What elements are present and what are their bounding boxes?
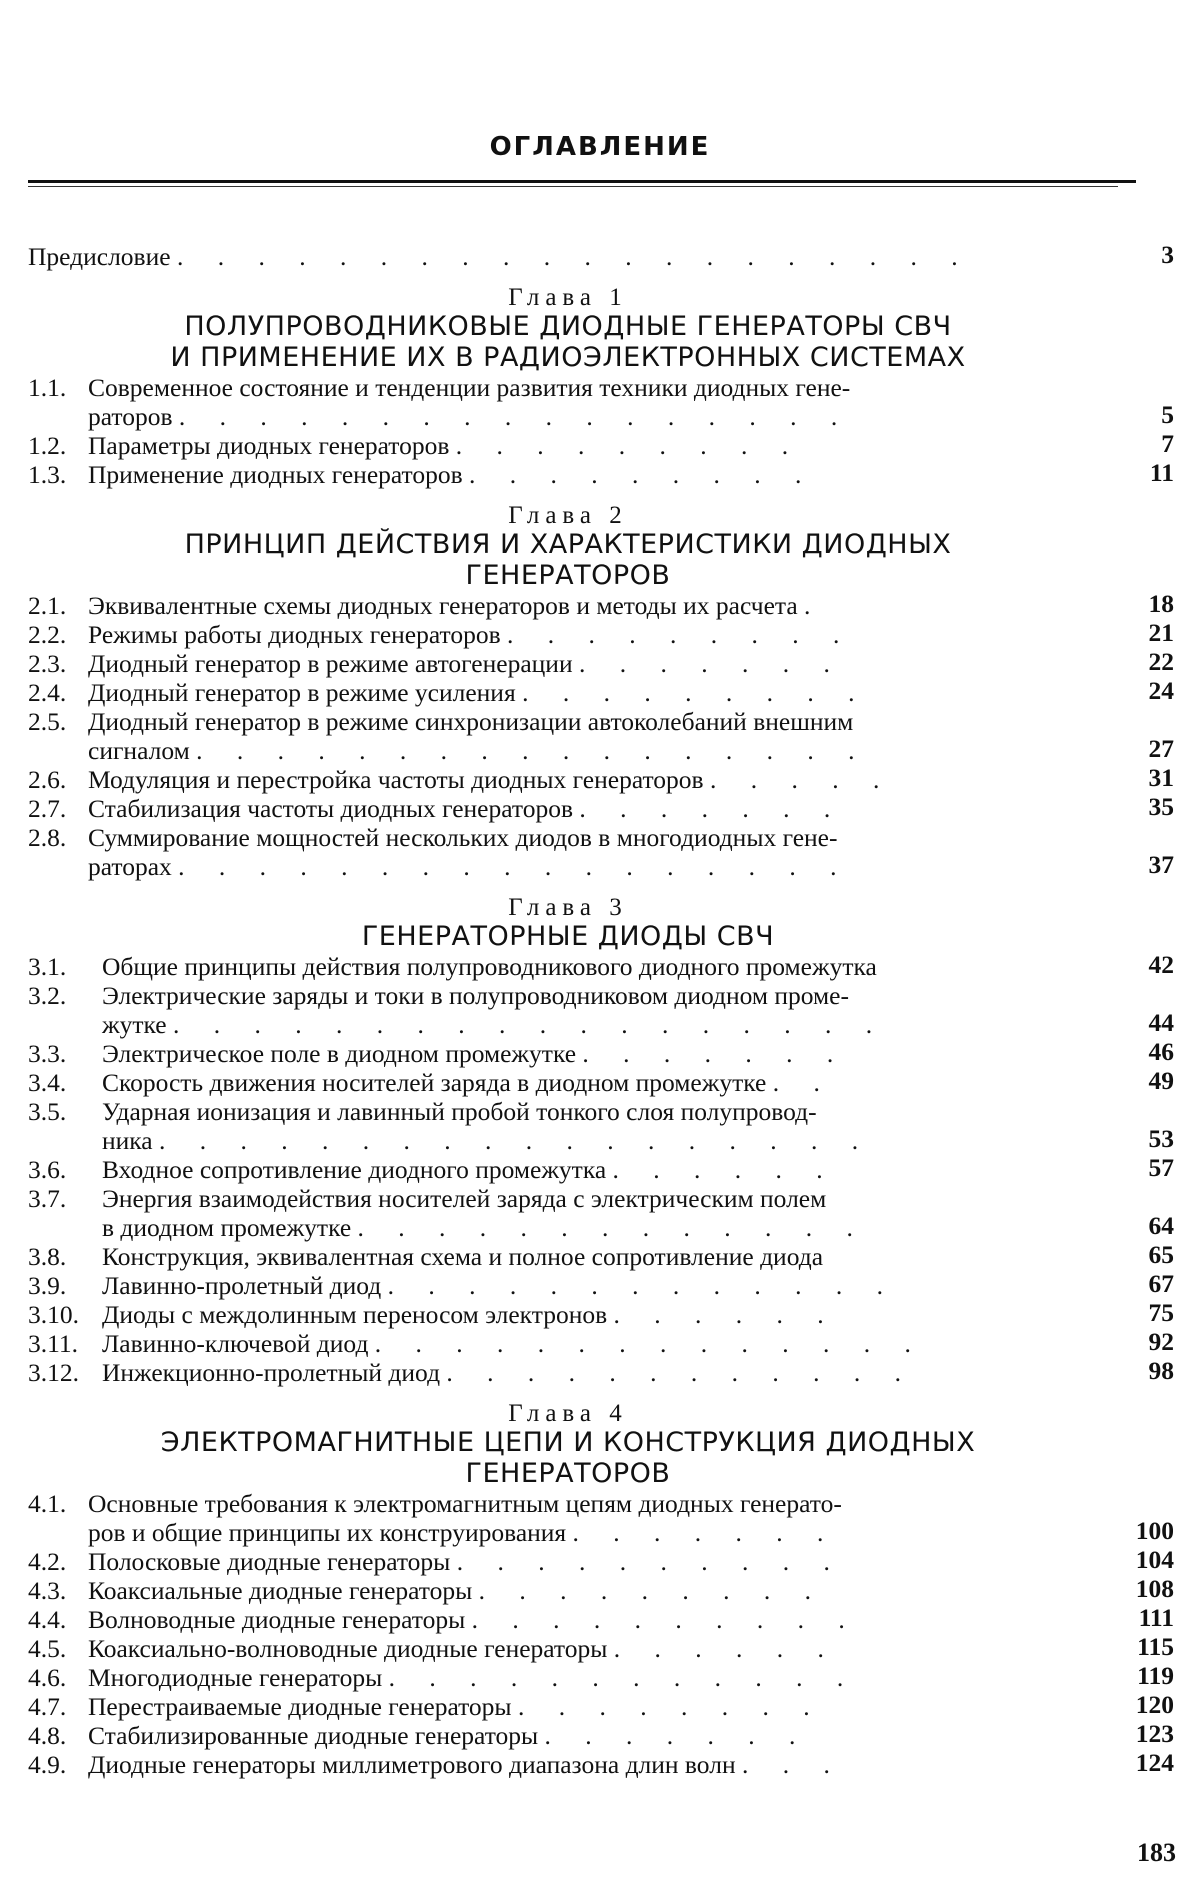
entry-page-number: 46 bbox=[1148, 1037, 1174, 1066]
entry-text: Параметры диодных генераторов bbox=[88, 431, 450, 460]
toc-entry[interactable] bbox=[28, 1358, 1174, 1387]
chapter-title: ПРИНЦИП ДЕЙСТВИЯ И ХАРАКТЕРИСТИКИ ДИОДНЫХ bbox=[184, 529, 952, 560]
leader-dots: . . . . . . . bbox=[578, 649, 844, 678]
entry-page-number: 120 bbox=[1135, 1690, 1174, 1719]
entry-text-block bbox=[88, 1634, 1174, 1663]
toc-entry[interactable] bbox=[28, 794, 1174, 823]
entry-text: Энергия взаимодействия носителей заряда с электрическим полем bbox=[102, 1184, 827, 1213]
entry-page-number: 123 bbox=[1135, 1719, 1174, 1748]
toc-entry[interactable] bbox=[28, 1097, 1174, 1155]
section-number: 4.7. bbox=[28, 1692, 67, 1721]
entry-text: Общие принципы действия полупроводникового диодного промежутка bbox=[102, 952, 877, 981]
toc-entry[interactable] bbox=[28, 1721, 1174, 1750]
entry-text-block bbox=[88, 1547, 1174, 1576]
entry-page-number: 57 bbox=[1148, 1153, 1174, 1182]
entry-text-line2: ров и общие принципы их конструирования bbox=[88, 1518, 567, 1547]
chapter-label: Глава 1 bbox=[508, 284, 628, 311]
entry-page-number: 65 bbox=[1148, 1240, 1174, 1269]
chapter-title-line2: ГЕНЕРАТОРОВ bbox=[465, 560, 671, 591]
leader-dots: . . . . . . . . . . . . bbox=[388, 1663, 858, 1692]
section-number: 3.2. bbox=[28, 981, 67, 1010]
leader-dots: . . . . . . . . . . . . . . . . . bbox=[178, 852, 851, 881]
entry-page-number: 31 bbox=[1148, 763, 1174, 792]
entry-text: Предисловие bbox=[28, 242, 171, 271]
toc-entry[interactable] bbox=[28, 1750, 1174, 1779]
entry-text-block bbox=[102, 1300, 1174, 1329]
entry-text: Режимы работы диодных генераторов bbox=[88, 620, 501, 649]
chapter-label: Глава 2 bbox=[508, 502, 628, 529]
entry-page-number: 7 bbox=[1161, 429, 1174, 458]
toc-entry[interactable] bbox=[28, 765, 1174, 794]
toc-entry[interactable] bbox=[28, 1068, 1174, 1097]
leader-dots: . . . . . . . . . . . . . . . . . . bbox=[172, 1010, 887, 1039]
section-number: 4.5. bbox=[28, 1634, 67, 1663]
title-rule bbox=[28, 180, 1136, 183]
section-number: 3.4. bbox=[28, 1068, 67, 1097]
section-number: 4.6. bbox=[28, 1663, 67, 1692]
leader-dots: . . . . . . . . . . . . . . . . . . bbox=[159, 1126, 873, 1155]
toc-entry[interactable] bbox=[28, 823, 1174, 881]
entry-text: Диодный генератор в режиме усиления bbox=[88, 678, 516, 707]
section-number: 2.4. bbox=[28, 678, 67, 707]
entry-text: Электрические заряды и токи в полупроводниковом диодном проме- bbox=[102, 981, 849, 1010]
section-number: 3.5. bbox=[28, 1097, 67, 1126]
entry-page-number: 108 bbox=[1135, 1574, 1174, 1603]
entry-page-number: 98 bbox=[1148, 1356, 1174, 1385]
entry-page-number: 124 bbox=[1135, 1748, 1174, 1777]
section-number: 4.9. bbox=[28, 1750, 67, 1779]
entry-text-block bbox=[88, 1576, 1174, 1605]
entry-text-block bbox=[102, 1155, 1174, 1184]
entry-text-block bbox=[102, 1358, 1174, 1387]
entry-page-number: 18 bbox=[1148, 589, 1174, 618]
section-number: 4.4. bbox=[28, 1605, 67, 1634]
toc-entry[interactable] bbox=[28, 678, 1174, 707]
entry-text-block bbox=[88, 620, 1174, 649]
leader-dots: . . . . . . bbox=[613, 1634, 838, 1663]
chapter-label: Глава 4 bbox=[508, 1400, 628, 1427]
entry-text-block bbox=[88, 707, 1174, 765]
leader-dots: . . . . . . . . . bbox=[469, 460, 816, 489]
leader-dots: . . . . . . . . . . . . . . . . . bbox=[178, 402, 852, 431]
entry-text-block bbox=[88, 431, 1174, 460]
leader-dots: . . . . . . . . . bbox=[455, 431, 803, 460]
section-number: 2.5. bbox=[28, 707, 67, 736]
toc-entry[interactable] bbox=[28, 1300, 1174, 1329]
entry-page-number: 35 bbox=[1148, 792, 1174, 821]
entry-page-number: 11 bbox=[1149, 458, 1174, 487]
section-number: 3.3. bbox=[28, 1039, 67, 1068]
entry-page-number: 104 bbox=[1135, 1545, 1174, 1574]
section-number: 1.3. bbox=[28, 460, 67, 489]
toc-entry[interactable] bbox=[28, 591, 1174, 620]
section-number: 4.3. bbox=[28, 1576, 67, 1605]
entry-text-block bbox=[88, 591, 1174, 620]
toc-entry[interactable] bbox=[28, 1634, 1174, 1663]
section-number: 2.1. bbox=[28, 591, 67, 620]
entry-text: Основные требования к электромагнитным цепям диодных генерато- bbox=[88, 1489, 842, 1518]
section-number: 3.12. bbox=[28, 1358, 79, 1387]
entry-text: Скорость движения носителей заряда в диодном промежутке bbox=[102, 1068, 767, 1097]
section-number: 3.8. bbox=[28, 1242, 67, 1271]
section-number: 4.2. bbox=[28, 1547, 67, 1576]
leader-dots: . . . . . . . . . . bbox=[471, 1605, 859, 1634]
entry-text: Коаксиальные диодные генераторы bbox=[88, 1576, 473, 1605]
chapter-heading bbox=[28, 1401, 1108, 1489]
leader-dots: . . . . . . . . . . . . . . . . . bbox=[196, 736, 869, 765]
title-rule-thin bbox=[28, 186, 1118, 187]
chapter-title: ГЕНЕРАТОРНЫЕ ДИОДЫ СВЧ bbox=[361, 921, 775, 952]
toc-entry[interactable] bbox=[28, 460, 1174, 489]
entry-page-number: 27 bbox=[1148, 734, 1174, 763]
entry-page-number: 24 bbox=[1148, 676, 1174, 705]
entry-text: Диодный генератор в режиме автогенерации bbox=[88, 649, 573, 678]
entry-page-number: 37 bbox=[1148, 850, 1174, 879]
entry-text-block bbox=[88, 1692, 1174, 1721]
entry-page-number: 64 bbox=[1148, 1211, 1174, 1240]
toc-entry[interactable] bbox=[28, 1271, 1174, 1300]
entry-page-number: 67 bbox=[1148, 1269, 1174, 1298]
entry-page-number: 49 bbox=[1148, 1066, 1174, 1095]
chapter-heading bbox=[28, 285, 1108, 373]
toc-entry[interactable] bbox=[28, 431, 1174, 460]
entry-text: Конструкция, эквивалентная схема и полное сопротивление диода bbox=[102, 1242, 824, 1271]
section-number: 2.8. bbox=[28, 823, 67, 852]
entry-text: Электрическое поле в диодном промежутке bbox=[102, 1039, 577, 1068]
leader-dots: . . . . . . . . . bbox=[522, 678, 869, 707]
toc-entry[interactable] bbox=[28, 1663, 1174, 1692]
entry-page-number: 3 bbox=[1161, 240, 1174, 269]
entry-page-number: 100 bbox=[1135, 1516, 1174, 1545]
section-number: 2.2. bbox=[28, 620, 67, 649]
entry-page-number: 44 bbox=[1148, 1008, 1174, 1037]
toc-entry[interactable] bbox=[28, 1184, 1174, 1242]
section-number: 2.7. bbox=[28, 794, 67, 823]
entry-text-block bbox=[102, 1329, 1174, 1358]
toc-entry-preface[interactable] bbox=[28, 242, 1174, 271]
entry-page-number: 111 bbox=[1138, 1603, 1174, 1632]
entry-text: Стабилизация частоты диодных генераторов bbox=[88, 794, 573, 823]
entry-text-block bbox=[88, 823, 1174, 881]
entry-text: Модуляция и перестройка частоты диодных генераторов bbox=[88, 765, 704, 794]
entry-page-number: 75 bbox=[1148, 1298, 1174, 1327]
entry-text-block bbox=[88, 649, 1174, 678]
entry-page-number: 119 bbox=[1137, 1661, 1174, 1690]
leader-dots: . . . . . . . . . bbox=[506, 620, 854, 649]
entry-text-block bbox=[88, 460, 1174, 489]
section-number: 4.1. bbox=[28, 1489, 67, 1518]
section-number: 1.2. bbox=[28, 431, 67, 460]
leader-dots: . . . . . . . . . . . . . . bbox=[374, 1329, 925, 1358]
toc-entry[interactable] bbox=[28, 1242, 1174, 1271]
section-number: 1.1. bbox=[28, 373, 67, 402]
toc-entry[interactable] bbox=[28, 1329, 1174, 1358]
entry-text-block bbox=[102, 1271, 1174, 1300]
toc-entry[interactable] bbox=[28, 373, 1174, 431]
entry-text: Диоды с междолинным переносом электронов bbox=[102, 1300, 608, 1329]
entry-text-block bbox=[102, 1068, 1174, 1097]
leader-dots: . . . . . . . . . . . . . bbox=[387, 1271, 897, 1300]
chapter-heading bbox=[28, 503, 1108, 591]
entry-text-block bbox=[102, 1097, 1174, 1155]
toc-entry[interactable] bbox=[28, 1692, 1174, 1721]
toc-entry[interactable] bbox=[28, 952, 1174, 981]
entry-text-block bbox=[88, 1605, 1174, 1634]
leader-dots: . . . . . . . bbox=[579, 794, 845, 823]
entry-text-block bbox=[88, 1663, 1174, 1692]
chapter-title: ЭЛЕКТРОМАГНИТНЫЕ ЦЕПИ И КОНСТРУКЦИЯ ДИОДНЫХ bbox=[160, 1427, 976, 1458]
leader-dots: . . . . . . . . . . bbox=[456, 1547, 844, 1576]
toc-entry[interactable] bbox=[28, 1489, 1174, 1547]
leader-dots: . . . . . . . . . . . . bbox=[446, 1358, 916, 1387]
entry-text: Суммирование мощностей нескольких диодов в многодиодных гене- bbox=[88, 823, 838, 852]
entry-text: Стабилизированные диодные генераторы bbox=[88, 1721, 539, 1750]
leader-dots: . . . . . bbox=[709, 765, 894, 794]
chapter-label: Глава 3 bbox=[508, 894, 628, 921]
leader-dots: . . . . . . . bbox=[544, 1721, 810, 1750]
section-number: 2.3. bbox=[28, 649, 67, 678]
entry-text-block bbox=[88, 794, 1174, 823]
entry-text-block bbox=[88, 1721, 1174, 1750]
entry-text: Ударная ионизация и лавинный пробой тонкого слоя полупровод- bbox=[102, 1097, 817, 1126]
toc-entry[interactable] bbox=[28, 649, 1174, 678]
leader-dots: . . . . . . bbox=[612, 1155, 837, 1184]
entry-text-block bbox=[88, 765, 1174, 794]
leader-dots: . . . . . . . . bbox=[517, 1692, 824, 1721]
entry-text: Инжекционно-пролетный диод bbox=[102, 1358, 441, 1387]
leader-dots: . . bbox=[772, 1068, 834, 1097]
chapter-title: ПОЛУПРОВОДНИКОВЫЕ ДИОДНЫЕ ГЕНЕРАТОРЫ СВЧ bbox=[184, 311, 952, 342]
section-number: 3.6. bbox=[28, 1155, 67, 1184]
entry-text-block bbox=[88, 1489, 1174, 1547]
toc-entry[interactable] bbox=[28, 1039, 1174, 1068]
entry-text-block bbox=[88, 678, 1174, 707]
section-number: 3.1. bbox=[28, 952, 67, 981]
entry-text: Полосковые диодные генераторы bbox=[88, 1547, 451, 1576]
entry-text-block bbox=[102, 952, 1174, 981]
toc-entry[interactable] bbox=[28, 1155, 1174, 1184]
entry-page-number: 92 bbox=[1148, 1327, 1174, 1356]
entry-text-block bbox=[88, 373, 1174, 431]
toc-entry[interactable] bbox=[28, 1576, 1174, 1605]
chapter-title-line2: И ПРИМЕНЕНИЕ ИХ В РАДИОЭЛЕКТРОННЫХ СИСТЕМАХ bbox=[170, 342, 966, 373]
entry-text-line2: жутке bbox=[102, 1010, 167, 1039]
section-number: 3.10. bbox=[28, 1300, 79, 1329]
entry-text: Лавинно-ключевой диод bbox=[102, 1329, 369, 1358]
entry-text-line2: ника bbox=[102, 1126, 153, 1155]
entry-text-block bbox=[102, 981, 1174, 1039]
toc-entry[interactable] bbox=[28, 1605, 1174, 1634]
chapter-title-line2: ГЕНЕРАТОРОВ bbox=[465, 1458, 671, 1489]
leader-dots: . . . . . . bbox=[613, 1300, 838, 1329]
leader-dots: . bbox=[804, 591, 825, 620]
entry-page-number: 21 bbox=[1148, 618, 1174, 647]
entry-text: Коаксиально-волноводные диодные генераторы bbox=[88, 1634, 608, 1663]
entry-text: Применение диодных генераторов bbox=[88, 460, 463, 489]
toc-entry[interactable] bbox=[28, 1547, 1174, 1576]
leader-dots: . . . . . . . . . bbox=[478, 1576, 825, 1605]
entry-text-block bbox=[102, 1184, 1174, 1242]
entry-page-number: 22 bbox=[1148, 647, 1174, 676]
entry-text-line2: раторах bbox=[88, 852, 172, 881]
section-number: 3.7. bbox=[28, 1184, 67, 1213]
entry-text: Многодиодные генераторы bbox=[88, 1663, 383, 1692]
entry-text: Перестраиваемые диодные генераторы bbox=[88, 1692, 512, 1721]
entry-page-number: 115 bbox=[1137, 1632, 1174, 1661]
entry-text-line2: сигналом bbox=[88, 736, 190, 765]
table-of-contents bbox=[28, 242, 1178, 1779]
section-number: 2.6. bbox=[28, 765, 67, 794]
section-number: 4.8. bbox=[28, 1721, 67, 1750]
entry-text: Современное состояние и тенденции развития техники диодных гене- bbox=[88, 373, 851, 402]
leader-dots: . . . . . . . . . . . . . bbox=[357, 1213, 867, 1242]
page-title: ОГЛАВЛЕНИЕ bbox=[489, 132, 711, 162]
entry-text-block bbox=[102, 1242, 1174, 1271]
entry-text-block bbox=[88, 1750, 1174, 1779]
entry-page-number: 5 bbox=[1161, 400, 1174, 429]
entry-text: Лавинно-пролетный диод bbox=[102, 1271, 382, 1300]
toc-entry[interactable] bbox=[28, 620, 1174, 649]
entry-text: Эквивалентные схемы диодных генераторов и методы их расчета bbox=[88, 591, 798, 620]
entry-page-number: 42 bbox=[1148, 950, 1174, 979]
chapter-heading bbox=[28, 895, 1108, 952]
section-number: 3.11. bbox=[28, 1329, 79, 1358]
leader-dots: . . . bbox=[741, 1750, 844, 1779]
toc-entry[interactable] bbox=[28, 707, 1174, 765]
toc-entry[interactable] bbox=[28, 981, 1174, 1039]
leader-dots: . . . . . . . bbox=[582, 1039, 848, 1068]
entry-text-line2: в диодном промежутке bbox=[102, 1213, 352, 1242]
section-number: 3.9. bbox=[28, 1271, 67, 1300]
entry-text: Входное сопротивление диодного промежутка bbox=[102, 1155, 607, 1184]
entry-text: Диодный генератор в режиме синхронизации автоколебаний внешним bbox=[88, 707, 854, 736]
entry-text: Волноводные диодные генераторы bbox=[88, 1605, 466, 1634]
entry-text-line2: раторов bbox=[88, 402, 173, 431]
entry-text-block bbox=[102, 1039, 1174, 1068]
page-number: 183 bbox=[1137, 1838, 1176, 1867]
entry-page-number: 53 bbox=[1148, 1124, 1174, 1153]
entry-text: Диодные генераторы миллиметрового диапазона длин волн bbox=[88, 1750, 736, 1779]
leader-dots: . . . . . . . bbox=[572, 1518, 838, 1547]
leader-dots: . . . . . . . . . . . . . . . . . . . . bbox=[176, 242, 972, 271]
